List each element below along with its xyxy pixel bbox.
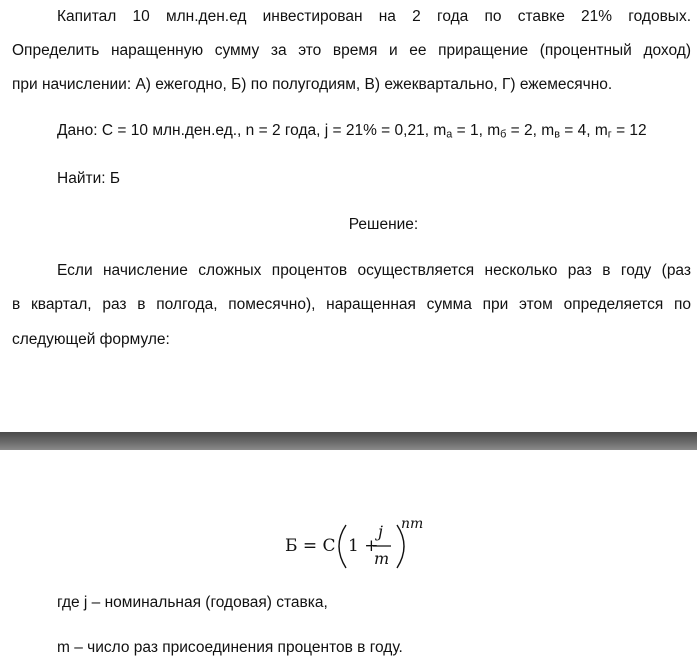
explanation-line-2: в квартал, раз в полгода, помесячно), наращенная сумма при этом определяется по: [12, 296, 691, 313]
explanation-line-1: Если начисление сложных процентов осуществляется несколько раз в году (раз: [57, 262, 691, 279]
definition-m: m – число раз присоединения процентов в году.: [57, 639, 403, 656]
formula-denominator: m: [374, 549, 390, 568]
m-g: $m_г = 12$: [594, 122, 647, 141]
m-b: $m_б = 2$,: [487, 122, 537, 141]
formula-lhs: Б = С: [285, 536, 336, 556]
formula-one-plus: 1 +: [348, 536, 379, 556]
given-prefix: Дано: С = 10 млн.ден.ед., n = 2 года, j = 21% = 0,21,: [57, 122, 430, 139]
problem-line-2: Определить наращенную сумму за это время и ее приращение (процентный доход): [12, 42, 691, 59]
problem-line-1: Капитал 10 млн.ден.ед инвестирован на 2 года по ставке 21% годовых.: [57, 8, 691, 25]
definition-j: где j – номинальная (годовая) ставка,: [57, 594, 328, 611]
given-line: [57, 122, 691, 140]
m-a: $m_а = 1$,: [433, 122, 483, 141]
page-divider: [0, 432, 697, 450]
explanation-line-3: следующей формуле:: [12, 331, 170, 348]
problem-line-3: при начислении: А) ежегодно, Б) по полугодиям, В) ежеквартально, Г) ежемесячно.: [12, 76, 613, 93]
formula-numerator: j: [378, 522, 383, 541]
m-v: $m_в = 4$,: [541, 122, 591, 141]
find-line: Найти: Б: [57, 170, 121, 187]
solution-heading: Решение:: [348, 216, 419, 233]
formula-exponent: nm: [401, 516, 424, 532]
